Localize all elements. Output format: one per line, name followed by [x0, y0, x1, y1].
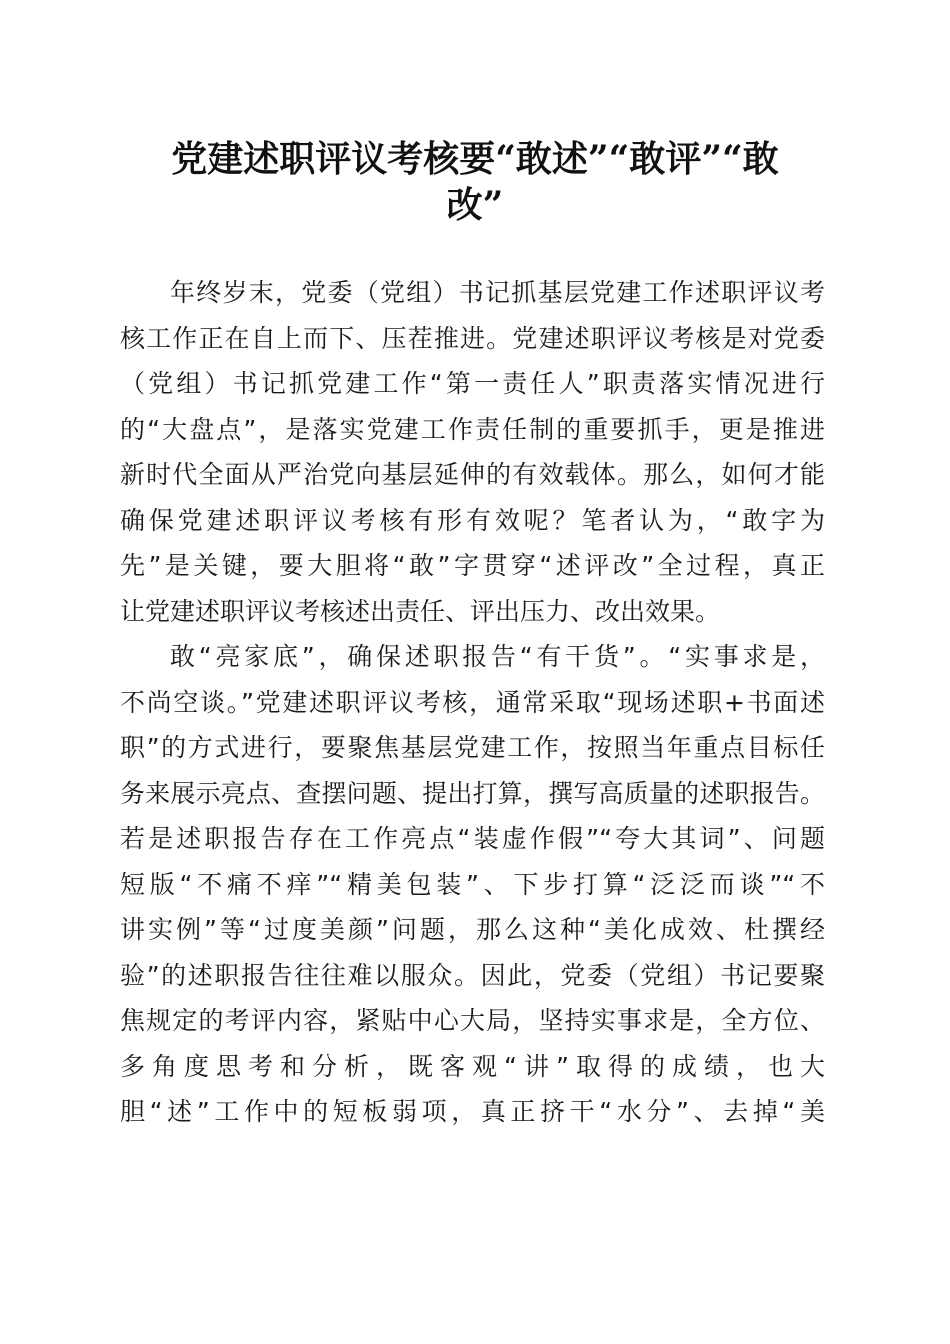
paragraph-2-line: 焦规定的考评内容，紧贴中心大局，坚持实事求是，全方位、 — [120, 1006, 825, 1035]
paragraph-2-line: 讲实例”等“过度美颜”问题，那么这种“美化成效、杜撰经 — [120, 915, 825, 944]
paragraph-2-line: 验”的述职报告往往难以服众。因此，党委（党组）书记要聚 — [120, 960, 825, 990]
body-text — [120, 270, 825, 1135]
paragraph-2-line: 务来展示亮点、查摆问题、提出打算，撰写高质量的述职报告。 — [120, 778, 825, 808]
title-line-1: 党建述职评议考核要“敢述”“敢评”“敢 — [171, 138, 779, 180]
paragraph-2-line: 多角度思考和分析，既客观“讲”取得的成绩，也大 — [120, 1051, 825, 1081]
document-title — [120, 136, 830, 228]
paragraph-2-line: 不尚空谈。”党建述职评议考核，通常采取“现场述职+书面述 — [120, 687, 825, 717]
paragraph-2-line: 短版“不痛不痒”“精美包装”、下步打算“泛泛而谈”“不 — [120, 869, 825, 899]
paragraph-1-line: 先”是关键，要大胆将“敢”字贯穿“述评改”全过程，真正 — [120, 551, 825, 580]
paragraph-1-line: 的“大盘点”，是落实党建工作责任制的重要抓手，更是推进 — [120, 414, 825, 444]
paragraph-1-line: 新时代全面从严治党向基层延伸的有效载体。那么，如何才能 — [120, 460, 825, 489]
paragraph-1-line: 让党建述职评议考核述出责任、评出压力、改出效果。 — [120, 596, 721, 626]
paragraph-1-line: 核工作正在自上而下、压茬推进。党建述职评议考核是对党委 — [120, 323, 825, 353]
title-line-2: 改” — [446, 184, 504, 226]
paragraph-1-line: 确保党建述职评议考核有形有效呢？笔者认为，“敢字为 — [120, 505, 825, 535]
paragraph-2-line: 若是述职报告存在工作亮点“装虚作假”“夸大其词”、问题 — [120, 824, 825, 853]
paragraph-1-line: （党组）书记抓党建工作“第一责任人”职责落实情况进行 — [120, 369, 825, 398]
paragraph-2-line: 敢“亮家底”，确保述职报告“有干货”。“实事求是， — [170, 642, 825, 671]
paragraph-1-line: 年终岁末，党委（党组）书记抓基层党建工作述职评议考 — [170, 278, 825, 307]
paragraph-2-line: 职”的方式进行，要聚焦基层党建工作，按照当年重点目标任 — [120, 733, 825, 762]
paragraph-2-line: 胆“述”工作中的短板弱项，真正挤干“水分”、去掉“美 — [120, 1097, 825, 1126]
